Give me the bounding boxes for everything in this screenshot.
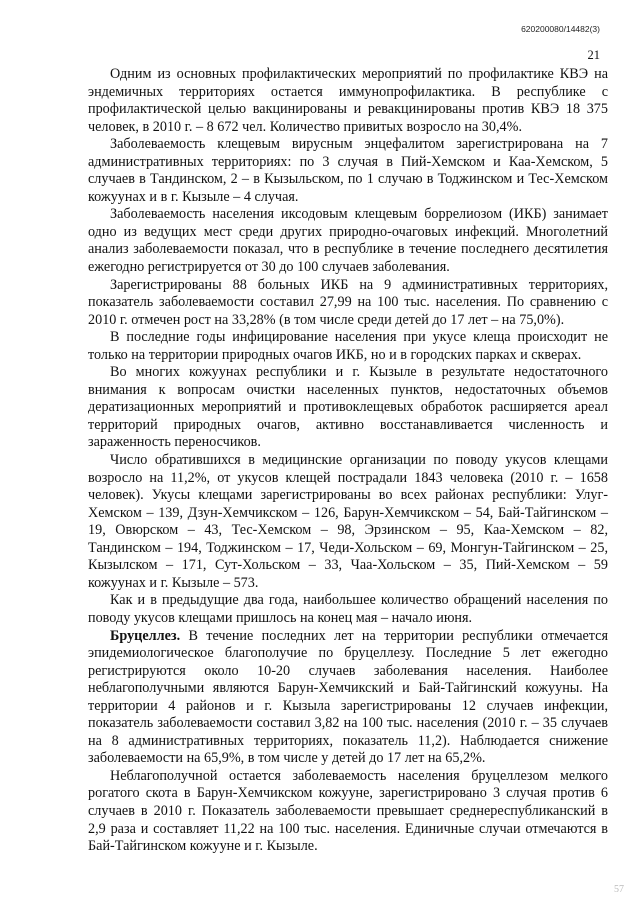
page-number: 21 <box>587 48 600 62</box>
paragraph-tbe-vaccination <box>88 66 608 136</box>
paragraph-seasonality <box>88 592 608 627</box>
paragraph-text: Неблагополучной остается заболеваемость населения бруцеллезом мелкого рогатого скота в Барун-Хемчикском кожууне, зарегистрировано 3 случая против 6 случаев в 2010 г. Показатель заболеваемости превышает среднереспубликанский в 2,9 раза и составляет 11,22 на 100 тыс. населения. Единичные случаи отмечаются в Бай-Тайгинском кожууне и г. Кызыле. <box>88 767 608 855</box>
paragraph-text: Заболеваемость клещевым вирусным энцефалитом зарегистрирована на 7 административных территориях: по 3 случая в Пий-Хемском и Каа-Хемском, 5 случаев в Тандинском, 2 – в Кызыльском, по 1 случаю в Тоджинском и Тес-Хемском кожуунах и в г. Кызыле – 4 случая. <box>88 136 608 205</box>
paragraph-text: В течение последних лет на территории республики отмечается эпидемиологическое благополучие по бруцеллезу. Последние 5 лет ежегодно регистрируются около 10-20 случаев заболевания населения. Наиболее неблагополучными являются Барун-Хемчикский и Бай-Тайгинский кожууны. На территории 4 районов и г. Кызыла зарегистрированы 12 случаев инфекции, показатель заболеваемости составил 3,82 на 100 тыс. населения (2010 г. – 35 случаев на 8 административных территориях, показатель 11,2). Наблюдается снижение заболеваемости на 65,9%, в том числе у детей до 17 лет на 65,2%. <box>88 627 608 767</box>
paragraph-urban-infection <box>88 329 608 364</box>
paragraph-borreliosis-overview <box>88 206 608 276</box>
paragraph-borreliosis-cases <box>88 277 608 330</box>
section-lead-brucellosis: Бруцеллез. <box>110 627 181 644</box>
paragraph-text: В последние годы инфицирование населения при укусе клеща происходит не только на территории природных очагов ИКБ, но и в городских парках и скверах. <box>88 329 608 363</box>
paragraph-text: Заболеваемость населения иксодовым клещевым боррелиозом (ИКБ) занимает одно из ведущих мест среди других природно-очаговых инфекций. Многолетний анализ заболеваемости показал, что в республике в течение последнего десятилетия ежегодно регистрируется от 30 до 100 случаев заболевания. <box>88 206 608 276</box>
paragraph-text: Во многих кожуунах республики и г. Кызыле в результате недостаточного внимания к вопросам очистки населенных пунктов, недостаточных объемов дератизационных мероприятий и противоклещевых обработок расширяется ареал территорий природных очагов, активно восстанавливается численность и зараженность переносчиков. <box>88 364 608 451</box>
paragraph-vector-spread <box>88 364 608 452</box>
paragraph-text: Одним из основных профилактических мероприятий по профилактике КВЭ на эндемичных территориях остается иммунопрофилактика. В республике с профилактической целью вакцинированы и ревакцинированы против КВЭ 18 375 человек, в 2010 г. – 8 672 чел. Количество привитых возросло на 30,4%. <box>88 66 608 135</box>
paragraph-brucellosis <box>88 628 608 768</box>
paragraph-text: Как и в предыдущие два года, наибольшее количество обращений населения по поводу укусов клещами пришлось на конец мая – начало июня. <box>88 592 608 626</box>
paragraph-text: Зарегистрированы 88 больных ИКБ на 9 административных территориях, показатель заболеваемости составил 27,99 на 100 тыс. населения. По сравнению с 2010 г. отмечен рост на 33,28% (в том числе среди детей до 17 лет – на 75,0%). <box>88 276 608 328</box>
document-number: 620200080/14482(3) <box>521 24 600 34</box>
page-body <box>88 66 608 856</box>
paragraph-text: Число обратившихся в медицинские организации по поводу укусов клещами возросло на 11,2%, от укусов клещей пострадали 1843 человека (2010 г. – 1658 человек). Укусы клещами зарегистрированы во всех районах республики: Улуг-Хемском – 139, Дзун-Хемчикском – 126, Барун-Хемчикском – 54, Бай-Тайгинском – 19, Овюрском – 43, Тес-Хемском – 98, Эрзинском – 95, Каа-Хемском – 82, Тандинском – 194, Тоджинском – 17, Чеди-Хольском – 69, Монгун-Тайгинском – 25, Кызылском – 171, Сут-Хольском – 33, Чаа-Хольском – 35, Пий-Хемском – 59 кожуунах и г. Кызыле – 573. <box>88 452 608 591</box>
corner-mark: 57 <box>614 884 624 895</box>
paragraph-tbe-incidence <box>88 136 608 206</box>
paragraph-brucellosis-livestock <box>88 768 608 856</box>
paragraph-tick-bites <box>88 452 608 592</box>
